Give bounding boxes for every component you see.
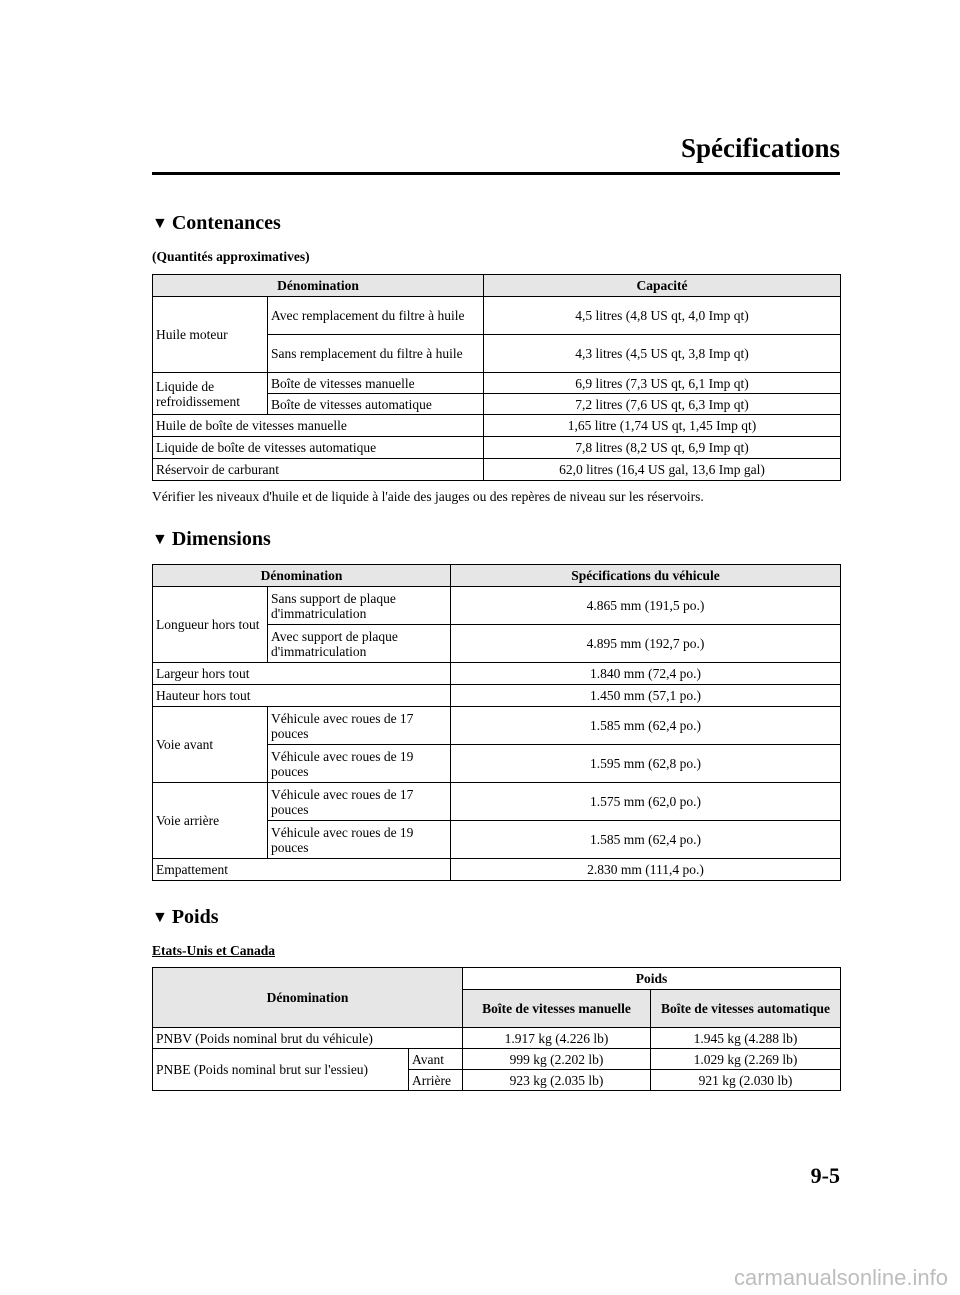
row-value: 4.865 mm (191,5 po.)	[451, 587, 841, 625]
row-label: Huile de boîte de vitesses manuelle	[153, 415, 484, 437]
row-label: Liquide de boîte de vitesses automatique	[153, 437, 484, 459]
row-value: 923 kg (2.035 lb)	[463, 1070, 651, 1091]
section-capacities-heading	[152, 212, 281, 235]
row-value: 1.917 kg (4.226 lb)	[463, 1028, 651, 1049]
row-value: 1.029 kg (2.269 lb)	[651, 1049, 841, 1070]
row-label: Voie avant	[153, 707, 268, 783]
row-value: 1.585 mm (62,4 po.)	[451, 821, 841, 859]
row-value: 999 kg (2.202 lb)	[463, 1049, 651, 1070]
row-sublabel: Véhicule avec roues de 19 pouces	[268, 821, 451, 859]
col-header: Boîte de vitesses automatique	[651, 990, 841, 1028]
row-value: 1.945 kg (4.288 lb)	[651, 1028, 841, 1049]
row-value: 7,8 litres (8,2 US qt, 6,9 Imp qt)	[484, 437, 841, 459]
row-label: Longueur hors tout	[153, 587, 268, 663]
weights-table	[152, 967, 841, 1091]
page-header-title: Spécifications	[681, 133, 840, 163]
row-value: 1.575 mm (62,0 po.)	[451, 783, 841, 821]
row-sublabel: Véhicule avec roues de 19 pouces	[268, 745, 451, 783]
triangle-bullet-icon: ▼	[152, 215, 168, 232]
triangle-bullet-icon: ▼	[152, 909, 168, 926]
row-value: 1.840 mm (72,4 po.)	[451, 663, 841, 685]
section-weights-heading	[152, 906, 219, 929]
col-header: Capacité	[484, 275, 841, 297]
row-sublabel: Avec support de plaque d'immatriculation	[268, 625, 451, 663]
row-label: PNBE (Poids nominal brut sur l'essieu)	[153, 1049, 409, 1091]
row-value: 4,3 litres (4,5 US qt, 3,8 Imp qt)	[484, 335, 841, 373]
col-header: Dénomination	[153, 968, 463, 1028]
row-label: Liquide de refroidissement	[153, 373, 268, 415]
row-sublabel: Sans support de plaque d'immatriculation	[268, 587, 451, 625]
row-value: 4,5 litres (4,8 US qt, 4,0 Imp qt)	[484, 297, 841, 335]
row-label: Largeur hors tout	[153, 663, 451, 685]
capacities-note: Vérifier les niveaux d'huile et de liquide à l'aide des jauges ou des repères de niveau sur les réservoirs.	[152, 489, 704, 504]
col-header: Dénomination	[153, 565, 451, 587]
row-label: Voie arrière	[153, 783, 268, 859]
row-value: 4.895 mm (192,7 po.)	[451, 625, 841, 663]
watermark: carmanualsonline.info	[733, 1265, 948, 1290]
row-value: 921 kg (2.030 lb)	[651, 1070, 841, 1091]
row-value: 1.585 mm (62,4 po.)	[451, 707, 841, 745]
row-value: 1,65 litre (1,74 US qt, 1,45 Imp qt)	[484, 415, 841, 437]
section-title: Contenances	[171, 212, 281, 234]
capacities-table	[152, 274, 841, 481]
row-value: 62,0 litres (16,4 US gal, 13,6 Imp gal)	[484, 459, 841, 481]
row-label: Hauteur hors tout	[153, 685, 451, 707]
triangle-bullet-icon: ▼	[152, 531, 168, 548]
row-sublabel: Boîte de vitesses manuelle	[268, 373, 484, 394]
row-sublabel: Véhicule avec roues de 17 pouces	[268, 707, 451, 745]
row-sublabel: Sans remplacement du filtre à huile	[268, 335, 484, 373]
col-header: Boîte de vitesses manuelle	[463, 990, 651, 1028]
row-label: Réservoir de carburant	[153, 459, 484, 481]
row-sublabel: Avant	[409, 1049, 463, 1070]
capacities-subtitle: (Quantités approximatives)	[152, 249, 310, 264]
page-number: 9-5	[810, 1163, 840, 1188]
row-value: 1.450 mm (57,1 po.)	[451, 685, 841, 707]
section-title: Poids	[171, 906, 219, 928]
row-label: PNBV (Poids nominal brut du véhicule)	[153, 1028, 463, 1049]
row-label: Empattement	[153, 859, 451, 881]
col-header: Dénomination	[153, 275, 484, 297]
row-sublabel: Avec remplacement du filtre à huile	[268, 297, 484, 335]
row-value: 6,9 litres (7,3 US qt, 6,1 Imp qt)	[484, 373, 841, 394]
row-sublabel: Boîte de vitesses automatique	[268, 394, 484, 415]
weights-region: Etats-Unis et Canada	[152, 943, 276, 958]
header-rule	[152, 172, 840, 175]
section-dimensions-heading	[152, 528, 271, 551]
col-header: Spécifications du véhicule	[451, 565, 841, 587]
row-sublabel: Arrière	[409, 1070, 463, 1091]
row-sublabel: Véhicule avec roues de 17 pouces	[268, 783, 451, 821]
row-value: 1.595 mm (62,8 po.)	[451, 745, 841, 783]
dimensions-table	[152, 564, 841, 881]
row-value: 7,2 litres (7,6 US qt, 6,3 Imp qt)	[484, 394, 841, 415]
row-label: Huile moteur	[153, 297, 268, 373]
section-title: Dimensions	[171, 528, 271, 550]
col-header-group: Poids	[463, 968, 841, 990]
row-value: 2.830 mm (111,4 po.)	[451, 859, 841, 881]
